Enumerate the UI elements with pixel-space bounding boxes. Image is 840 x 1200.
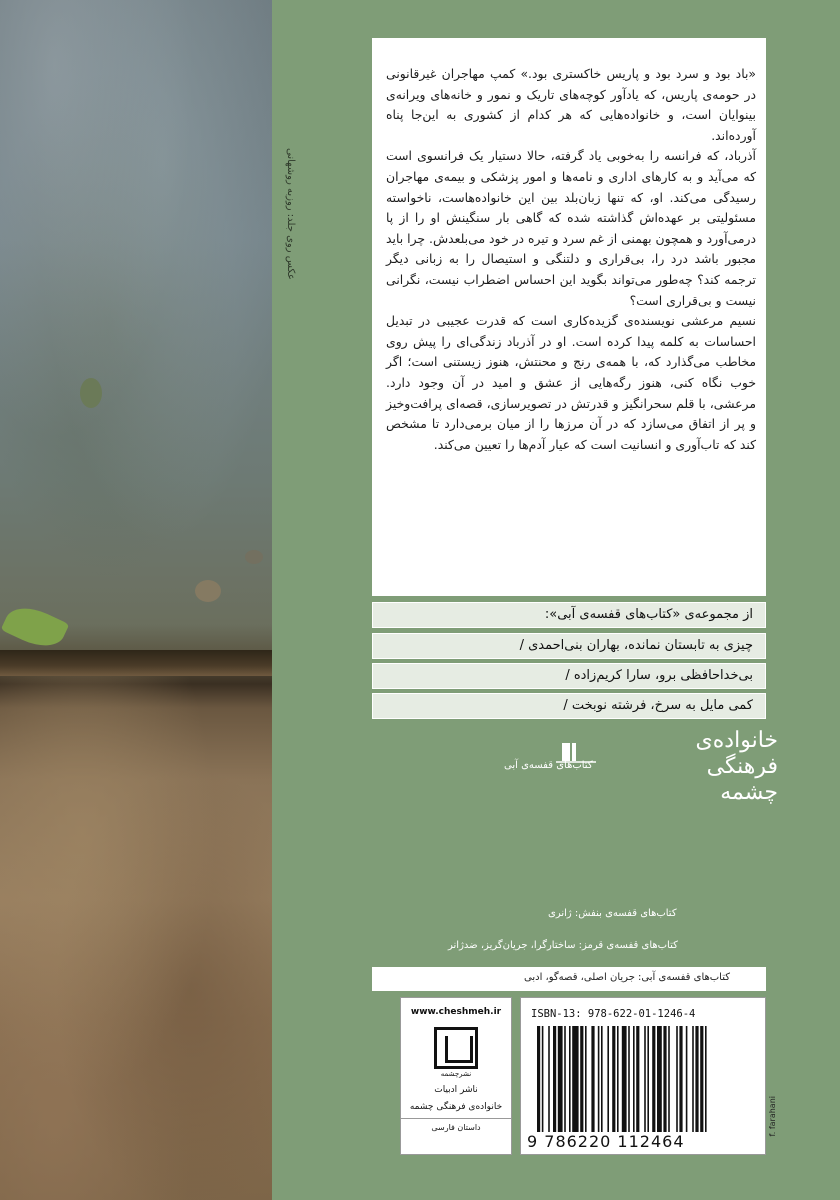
cheshmeh-logo-line: چشمه [720, 780, 778, 805]
barcode-bar [628, 1026, 630, 1132]
cheshmeh-logo [678, 728, 778, 828]
barcode-bar [542, 1026, 544, 1132]
barcode-bar [644, 1026, 646, 1132]
barcode-bar [679, 1026, 682, 1132]
barcode-bar [647, 1026, 649, 1132]
barcode-bar [636, 1026, 639, 1132]
category-red: کتاب‌های قفسه‌ی قرمز: ساختارگرا، جریان‌گریز، ضدژانر [448, 940, 678, 951]
barcode-box [520, 997, 766, 1155]
barcode-bar [537, 1026, 540, 1132]
category-blue: کتاب‌های قفسه‌ی آبی: جریان اصلی، قصه‌گو، ادبی [524, 972, 731, 983]
bookshelf-logo-label: کتاب‌های قفسه‌ی آبی [504, 760, 593, 771]
barcode-bars-icon [537, 1026, 753, 1132]
barcode-bar [585, 1026, 587, 1132]
barcode-bar [622, 1026, 627, 1132]
barcode-digits: 9 786220 112464 [527, 1132, 685, 1151]
barcode-bar [558, 1026, 563, 1132]
earth-area [0, 676, 272, 1200]
publisher-line-2: خانواده‌ی فرهنگی چشمه [409, 1102, 503, 1112]
barcode-bar [572, 1026, 578, 1132]
publisher-line-1: ناشر ادبیات [434, 1085, 478, 1095]
mud-edge [0, 650, 272, 676]
barcode-bar [686, 1026, 688, 1132]
barcode-bar [591, 1026, 594, 1132]
blurb-box [372, 38, 766, 596]
barcode-bar [657, 1026, 662, 1132]
publisher-imprint: نشرچشمه [440, 1070, 472, 1078]
cover-photo [0, 0, 272, 1200]
water-area [0, 0, 272, 650]
rock [195, 580, 221, 602]
barcode-bar [580, 1026, 583, 1132]
blurb-paragraph-2: آذرباد، که فرانسه را به‌خوبی یاد گرفته، حالا دستیار یک فرانسوی است که می‌آید و به کارهای اداری و نامه‌ها و امور پزشکی و بیمه‌ی مهاجران رسیدگی می‌کند. او، که تنها زبان‌بلد بین این خانواده‌هاست، ناخواسته مسئولیتی بر عهده‌اش گذاشته شده که گاهی بار سنگینش او را از پا درمی‌آورد و همچون بهمنی از غم سرد و تیره در خود می‌بلعدش. چرا باید مجبور باشد درد را، بی‌قراری و دلتنگی و استیصال را به زبانی دیگر ترجمه کند؟ چه‌طور می‌تواند بگوید این احساس اضطراب نیست، نگرانی نیست و بی‌قراری است؟ [386, 148, 756, 308]
barcode-bar [663, 1026, 666, 1132]
barcode-bar [601, 1026, 603, 1132]
photo-credit: عکس روی جلد: روزبه روشهانی [285, 148, 296, 280]
barcode-bar [612, 1026, 615, 1132]
barcode-bar [652, 1026, 655, 1132]
series-item: کمی مایل به سرخ، فرشته نوبخت / [372, 693, 766, 719]
barcode-bar [569, 1026, 571, 1132]
publisher-url: www.cheshmeh.ir [410, 1007, 502, 1017]
barcode-bar [564, 1026, 566, 1132]
barcode-bar [607, 1026, 609, 1132]
cheshmeh-logo-line: خانواده‌ی [695, 728, 778, 753]
isbn-text: ISBN-13: 978-622-01-1246-4 [531, 1008, 696, 1020]
barcode-bar [617, 1026, 619, 1132]
barcode-bar [548, 1026, 550, 1132]
publisher-box [400, 997, 512, 1155]
cheshmeh-logo-line: فرهنگی [706, 754, 778, 779]
barcode-bar [633, 1026, 635, 1132]
cheshmeh-emblem-icon [434, 1027, 478, 1069]
series-item: چیزی به تابستان نمانده، بهاران بنی‌احمدی / [372, 633, 766, 659]
series-heading: از مجموعه‌ی «کتاب‌های قفسه‌ی آبی»: [372, 602, 766, 628]
barcode-bar [598, 1026, 600, 1132]
barcode-bar [553, 1026, 556, 1132]
barcode-bar [705, 1026, 707, 1132]
barcode-bar [692, 1026, 694, 1132]
barcode-bar [676, 1026, 678, 1132]
blurb-paragraph-3: نسیم مرعشی نویسنده‌ی گزیده‌کاری است که قدرت عجیبی در تبدیل احساسات به کلمه پیدا کرده است. او در آذرباد زندگی‌ای را پیش روی مخاطب می‌گذارد که، با همه‌ی رنج و محنتش، هنوز زیستنی است؛ اگر خوب نگاه کنی، هنوز رگه‌هایی از عشق و امید در آن وجود دارد. مرعشی، با قلم سحرانگیز و قدرتش در تصویرسازی، قصه‌ای پرافت‌وخیز و پر از اتفاق می‌سازد که در آن مرزها را از میان برمی‌دارد تا مشخص کند که تاب‌آوری و انسانیت است که عیار آدم‌ها را تعیین می‌کند. [386, 313, 756, 452]
barcode-bar [700, 1026, 703, 1132]
series-item: بی‌خداحافظی برو، سارا کریم‌زاده / [372, 663, 766, 689]
barcode-bar [668, 1026, 670, 1132]
rock [245, 550, 263, 564]
designer-credit: f. farahani [768, 1096, 777, 1137]
rock [80, 378, 102, 408]
barcode-bar [695, 1026, 698, 1132]
publisher-footer: داستان فارسی [401, 1118, 511, 1132]
category-violet: کتاب‌های قفسه‌ی بنفش: ژانری [548, 908, 677, 919]
blurb-paragraph-1: «باد بود و سرد بود و پاریس خاکستری بود.» کمپ مهاجران غیرقانونی در حومه‌ی پاریس، که یادآور کوچه‌های تاریک و نمور و خانه‌های ویرانه‌ی بینوایان است، و خانواده‌هایی که هر کدام از کشوری به این‌جا پناه آورده‌اند. [386, 66, 756, 143]
